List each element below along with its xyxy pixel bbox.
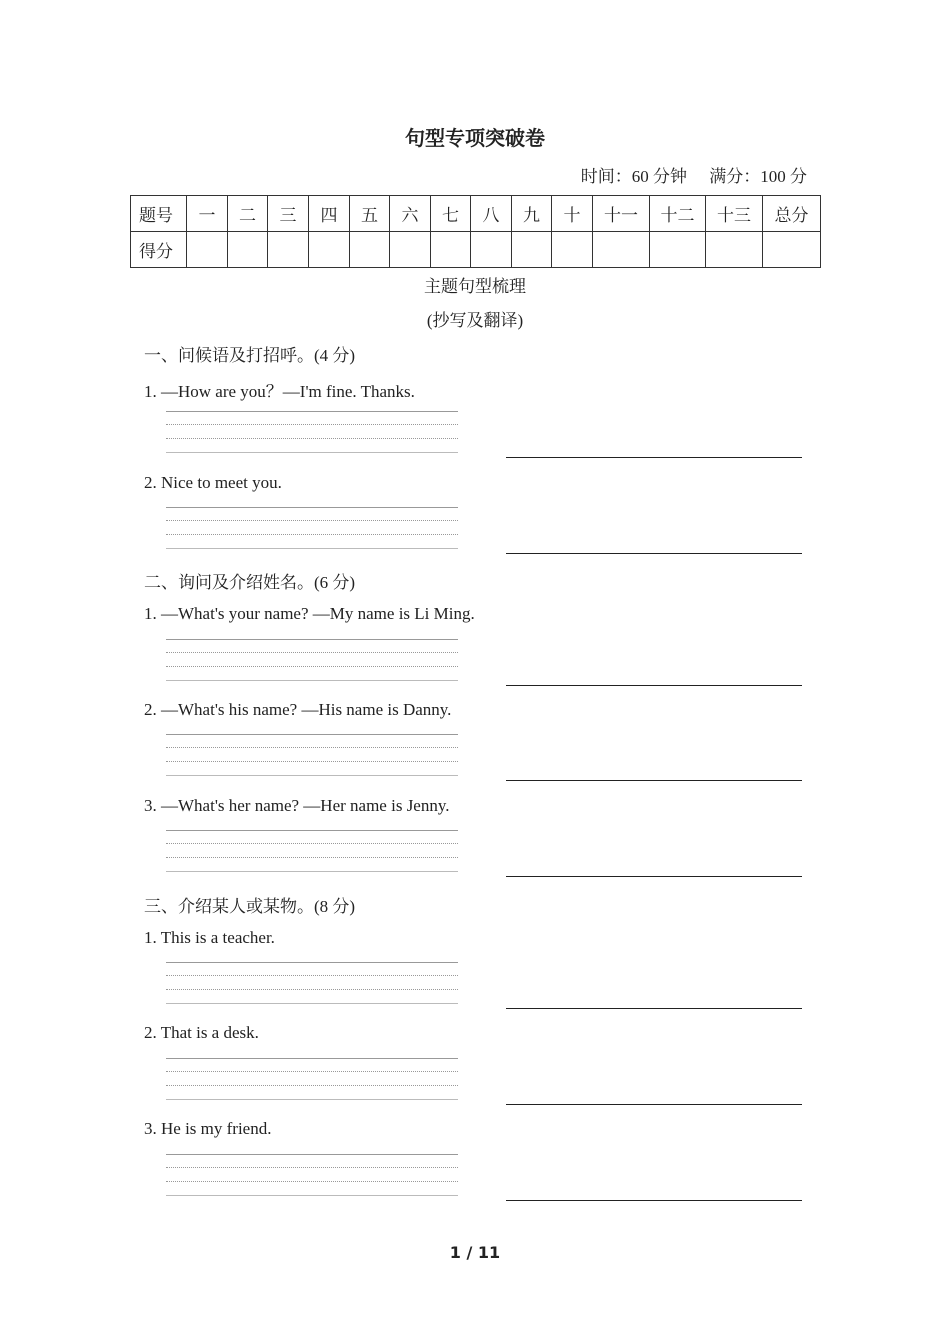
table-cell: 四 bbox=[309, 196, 350, 232]
score-cell[interactable] bbox=[309, 232, 350, 268]
table-cell: 二 bbox=[228, 196, 268, 232]
score-cell[interactable] bbox=[350, 232, 390, 268]
page-number: 1 / 11 bbox=[449, 1243, 501, 1262]
section-subtitle: 主题句型梳理 bbox=[424, 277, 526, 296]
translation-line[interactable] bbox=[506, 1008, 802, 1009]
question-text: 2. Nice to meet you. bbox=[144, 473, 282, 492]
score-table bbox=[130, 195, 821, 268]
table-cell: 九 bbox=[512, 196, 552, 232]
score-cell[interactable] bbox=[471, 232, 512, 268]
copy-lines[interactable] bbox=[166, 1058, 458, 1100]
translation-line[interactable] bbox=[506, 876, 802, 877]
question-text: 3. —What's her name? —Her name is Jenny. bbox=[144, 796, 450, 815]
copy-lines[interactable] bbox=[166, 962, 458, 1004]
translation-line[interactable] bbox=[506, 553, 802, 554]
copy-lines[interactable] bbox=[166, 411, 458, 453]
section-heading: 一、问候语及打招呼。(4 分) bbox=[144, 346, 356, 365]
table-cell: 得分 bbox=[131, 232, 187, 268]
score-table-header-row bbox=[131, 196, 821, 232]
section-heading: 三、介绍某人或某物。(8 分) bbox=[144, 897, 356, 916]
table-cell: 五 bbox=[350, 196, 390, 232]
score-cell[interactable] bbox=[268, 232, 309, 268]
table-cell: 三 bbox=[268, 196, 309, 232]
time-limit: 时间：60 分钟 bbox=[580, 167, 687, 186]
table-cell: 十二 bbox=[650, 196, 706, 232]
score-cell[interactable] bbox=[706, 232, 763, 268]
score-cell[interactable] bbox=[650, 232, 706, 268]
score-cell[interactable] bbox=[390, 232, 431, 268]
table-cell: 十三 bbox=[706, 196, 763, 232]
table-cell: 七 bbox=[431, 196, 471, 232]
exam-meta bbox=[563, 162, 807, 187]
translation-line[interactable] bbox=[506, 780, 802, 781]
page-title: 句型专项突破卷 bbox=[405, 126, 545, 150]
question-text: 3. He is my friend. bbox=[144, 1119, 272, 1138]
translation-line[interactable] bbox=[506, 685, 802, 686]
question-text: 1. —How are you？—I'm fine. Thanks. bbox=[144, 382, 415, 401]
table-cell: 十 bbox=[552, 196, 593, 232]
copy-lines[interactable] bbox=[166, 639, 458, 681]
section-heading: 二、询问及介绍姓名。(6 分) bbox=[144, 573, 356, 592]
copy-lines[interactable] bbox=[166, 1154, 458, 1196]
score-cell[interactable] bbox=[552, 232, 593, 268]
copy-lines[interactable] bbox=[166, 734, 458, 776]
table-cell: 十一 bbox=[593, 196, 650, 232]
question-text: 2. —What's his name? —His name is Danny. bbox=[144, 700, 452, 719]
translation-line[interactable] bbox=[506, 1200, 802, 1201]
copy-lines[interactable] bbox=[166, 507, 458, 549]
table-cell: 六 bbox=[390, 196, 431, 232]
question-text: 2. That is a desk. bbox=[144, 1023, 259, 1042]
table-cell: 一 bbox=[187, 196, 228, 232]
table-cell: 总分 bbox=[763, 196, 821, 232]
score-cell[interactable] bbox=[512, 232, 552, 268]
full-score: 满分：100 分 bbox=[709, 167, 807, 186]
table-cell: 题号 bbox=[131, 196, 187, 232]
score-cell[interactable] bbox=[228, 232, 268, 268]
translation-line[interactable] bbox=[506, 1104, 802, 1105]
score-cell[interactable] bbox=[593, 232, 650, 268]
question-text: 1. This is a teacher. bbox=[144, 928, 275, 947]
table-cell: 八 bbox=[471, 196, 512, 232]
question-text: 1. —What's your name? —My name is Li Ming. bbox=[144, 604, 475, 623]
translation-line[interactable] bbox=[506, 457, 802, 458]
score-cell[interactable] bbox=[187, 232, 228, 268]
section-instruction: (抄写及翻译) bbox=[426, 311, 524, 330]
score-cell[interactable] bbox=[431, 232, 471, 268]
score-cell[interactable] bbox=[763, 232, 821, 268]
score-table-score-row bbox=[131, 232, 821, 268]
copy-lines[interactable] bbox=[166, 830, 458, 872]
